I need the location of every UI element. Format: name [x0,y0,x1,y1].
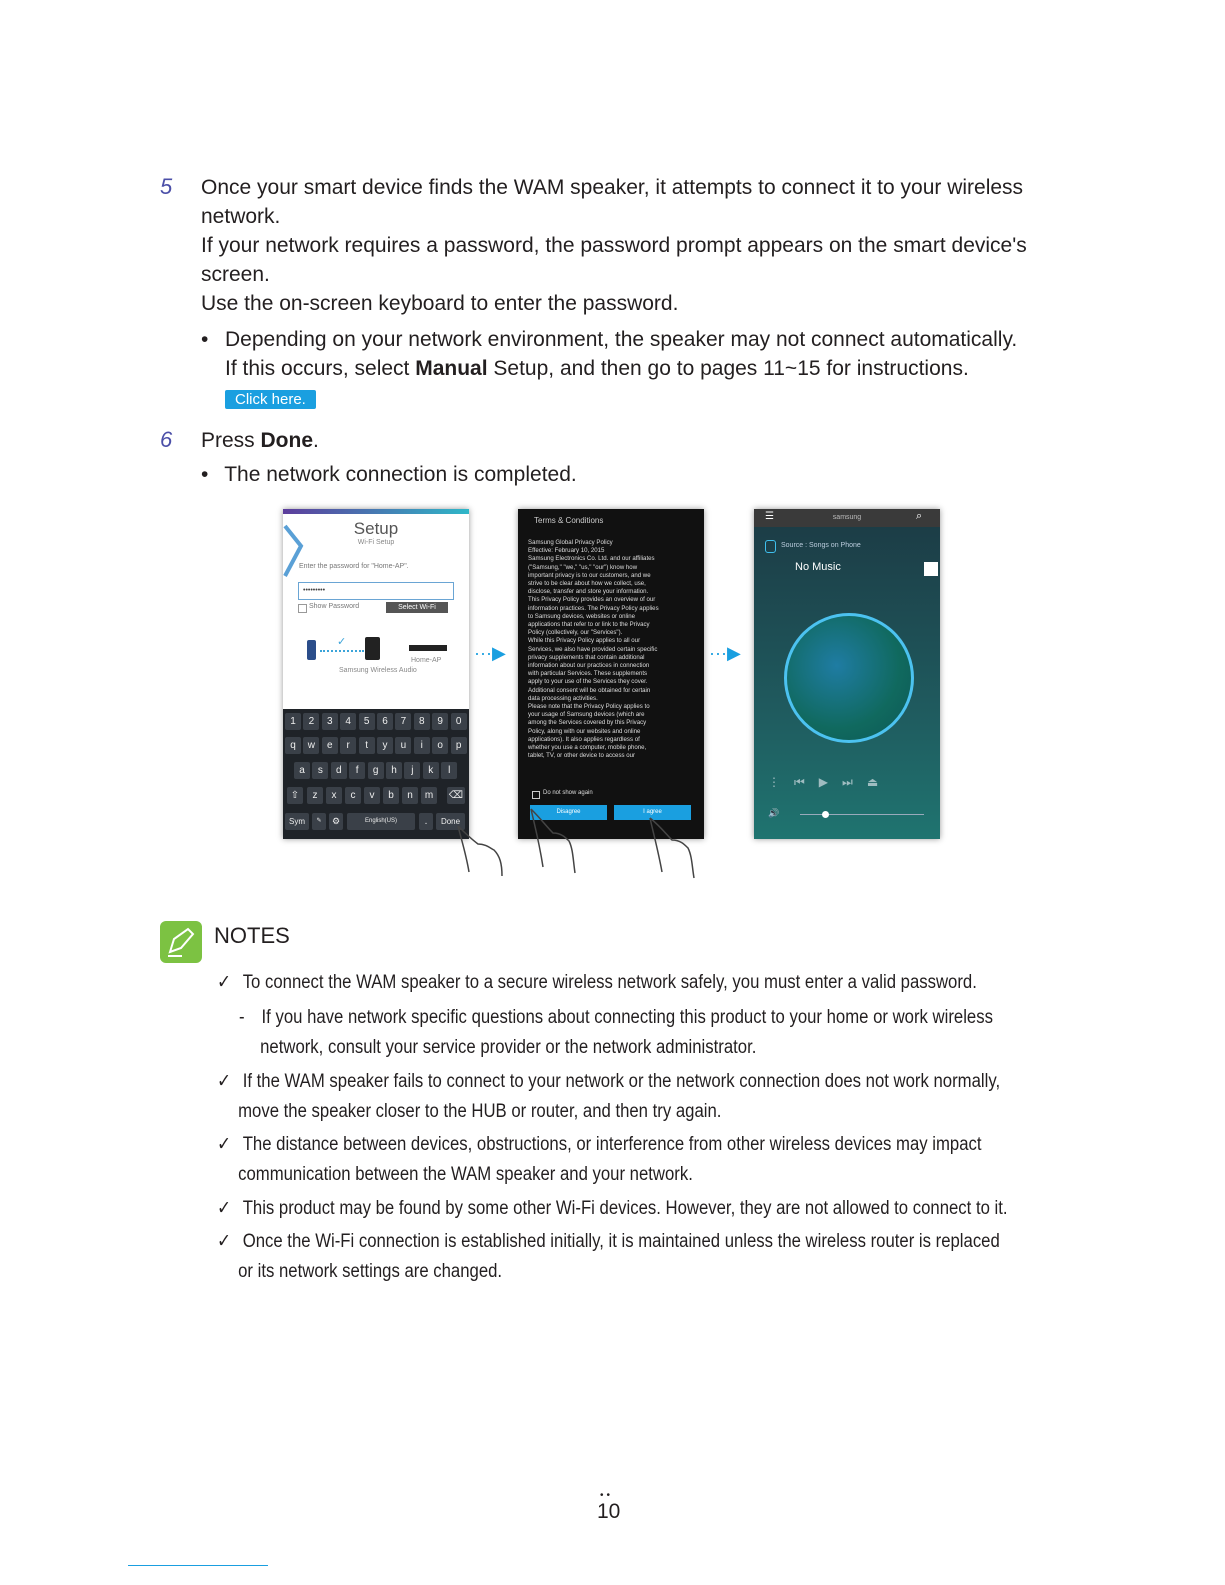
terms-line: While this Privacy Policy applies to all our [528,637,641,645]
key-p[interactable]: p [451,737,467,754]
header-strip [283,509,469,514]
key-l[interactable]: l [441,762,457,779]
terms-line: ("Samsung," "we," "us," "our") know how [528,563,638,571]
key-w[interactable]: w [303,737,319,754]
done-bold: Done [260,429,314,452]
speaker-label: Samsung Wireless Audio [339,667,417,674]
setup-title: Setup [353,519,399,538]
notes-heading: NOTES [214,923,290,948]
album-art-circle [784,613,914,743]
router-icon [409,645,447,651]
key-y[interactable]: y [377,737,393,754]
terms-line: information about our practices in connection [528,662,650,670]
connection-dots [320,650,364,652]
playback-controls[interactable]: ⋮⏮▶⏭⏏ [768,775,893,789]
setup-subtitle: Wi-Fi Setup [357,539,395,546]
password-prompt: Enter the password for "Home-AP". [299,563,409,570]
terms-line: privacy supplements that contain additional [528,653,645,661]
key-h[interactable]: h [386,762,402,779]
terms-line: apply to your use of the Services they cover. [528,678,648,686]
key-s[interactable]: s [312,762,328,779]
arrow-icon: ···▶ [474,643,506,663]
note-item: ✓ If the WAM speaker fails to connect to your network or the network connection does not work normally, move the speaker closer to the HUB or router, and then try again. [217,1071,1001,1122]
now-playing-title: No Music [795,561,841,573]
key-r[interactable]: r [340,737,356,754]
terms-line: Samsung Electronics Co. Ltd. and our affiliates [528,555,655,563]
bullet-dot: • [201,463,209,486]
terms-line: Effective: February 10, 2015 [528,547,605,555]
terms-line: to Samsung devices, websites or online [528,612,636,620]
step-5-line: Once your smart device finds the WAM speaker, it attempts to connect it to your wireless [201,176,1024,199]
key-c[interactable]: c [345,787,361,804]
tap-hand-icon [521,797,581,877]
page-number: 10 [597,1500,621,1523]
terms-line: This Privacy Policy provides an overview of our [528,596,656,604]
checkmark-icon: ✓ [217,1198,232,1219]
terms-line: applications that refer to or link to the Privacy [528,621,650,629]
step-5-line: If your network requires a password, the password prompt appears on the smart device's [201,234,1027,257]
key-7[interactable]: 7 [395,713,411,730]
key-a[interactable]: a [294,762,310,779]
step-6-bullet [201,460,577,489]
terms-line: applications). It also applies regardless of [528,735,640,743]
bullet-text: The network connection is completed. [224,463,577,486]
dash: - [239,1007,245,1028]
terms-line: Samsung Global Privacy Policy [528,539,613,546]
key-b[interactable]: b [383,787,399,804]
notes-icon [160,921,202,963]
step-5-line: network. [201,205,281,228]
terms-screenshot [518,509,704,839]
key-n[interactable]: n [402,787,418,804]
terms-line: among the Services covered by this Privacy [528,719,647,727]
key-q[interactable]: q [285,737,301,754]
manual-bold: Manual [415,357,488,380]
terms-line: disclose, transfer and store your information. [528,588,649,596]
terms-line: strive to be clear about how we collect, use, [528,580,646,588]
checkmark-icon: ✓ [217,1071,232,1092]
key-z[interactable]: z [307,787,323,804]
speaker-icon [365,637,380,660]
terms-line: Please note that the Privacy Policy applies to [528,703,650,711]
key-x[interactable]: x [326,787,342,804]
terms-line: tablet, TV, or other device to access our [528,752,636,760]
note-item: ✓ To connect the WAM speaker to a secure wireless network safely, you must enter a valid password. [217,972,977,993]
settings-icon[interactable]: ⚙ [329,813,343,830]
bullet-dot: • [201,328,209,351]
key-e[interactable]: e [322,737,338,754]
key-2[interactable]: 2 [303,713,319,730]
search-icon[interactable]: ⌕ [916,510,923,522]
volume-slider-thumb[interactable] [822,811,829,818]
click-here-link[interactable]: Click here. [225,390,316,409]
key-m[interactable]: m [421,787,437,804]
keyboard [283,709,469,839]
player-screenshot [754,509,940,839]
period-key[interactable]: . [419,813,433,830]
note-item: ✓ Once the Wi-Fi connection is established initially, it is maintained unless the wireless router is replaced or its network settings are changed. [217,1231,1000,1282]
key-d[interactable]: d [331,762,347,779]
volume-slider[interactable] [800,814,924,815]
key-0[interactable]: 0 [451,713,467,730]
done-key[interactable]: Done [436,813,465,830]
ap-label: Home-AP [411,657,442,664]
key-i[interactable]: i [414,737,430,754]
terms-line: your usage of Samsung devices (which are [528,711,645,719]
step-6-text: Press Done. [201,429,319,452]
select-wifi-button[interactable]: Select Wi-Fi [386,602,448,613]
space-key[interactable]: English(US) [347,813,415,830]
terms-line: Services, we also have provided certain specific [528,645,658,653]
do-not-show-label: Do not show again [543,790,593,796]
step-5-line: Use the on-screen keyboard to enter the password. [201,292,679,315]
terms-line: Additional consent will be obtained for certain [528,686,651,694]
terms-line: whether you use a computer, mobile phone, [528,744,647,752]
note-subitem: - If you have network specific questions about connecting this product to your home or work wireless network, consult your service provider or the network administrator. [239,1007,993,1058]
footer-rule [128,1565,268,1566]
step-5-line: screen. [201,263,270,286]
terms-body[interactable] [528,539,700,787]
handwriting-key[interactable]: ✎ [312,813,326,830]
terms-title: Terms & Conditions [534,516,604,525]
bullet-text: Depending on your network environment, the speaker may not connect automatically. [225,328,1018,351]
step-5-bullet [201,325,1018,380]
step-number: 6 [160,427,173,452]
backspace-key[interactable]: ⌫ [447,787,465,804]
key-o[interactable]: o [432,737,448,754]
password-input[interactable]: ••••••••• [298,582,454,600]
terms-line: data processing activities. [528,694,598,702]
checkmark-icon: ✓ [217,1231,232,1252]
disagree-button[interactable]: Disagree [530,805,607,820]
volume-icon: 🔊 [768,808,780,818]
terms-line: important privacy is to our customers, and we [528,571,651,579]
step-number: 5 [160,174,173,199]
show-password-checkbox[interactable] [298,604,307,613]
terms-line: information practices. The Privacy Policy applies [528,604,659,612]
key-4[interactable]: 4 [340,713,356,730]
menu-icon[interactable] [924,562,938,576]
phone-icon [307,640,316,660]
step-5-text [201,173,1027,318]
setup-screenshot [283,509,469,839]
show-password-label: Show Password [309,603,360,610]
speaker-list-icon[interactable]: ☰ [765,511,774,522]
sym-key[interactable]: Sym [285,813,309,830]
page-dots: •• [600,1490,614,1501]
note-item: ✓ The distance between devices, obstructions, or interference from other wireless devices may impact communication between the WAM speaker and your network. [217,1134,982,1185]
checkmark-icon: ✓ [217,1134,232,1155]
shift-key[interactable]: ⇧ [287,787,303,804]
agree-button[interactable]: I agree [614,805,691,820]
key-t[interactable]: t [359,737,375,754]
source-icon [765,540,776,553]
key-9[interactable]: 9 [432,713,448,730]
note-item: ✓ This product may be found by some other Wi-Fi devices. However, they are not allowed to connect to it. [217,1198,1008,1219]
key-g[interactable]: g [368,762,384,779]
bullet-text-line2: If this occurs, select Manual Setup, and then go to pages 11~15 for instructions. [225,357,969,380]
key-8[interactable]: 8 [414,713,430,730]
key-v[interactable]: v [364,787,380,804]
key-j[interactable]: j [404,762,420,779]
key-3[interactable]: 3 [322,713,338,730]
key-u[interactable]: u [395,737,411,754]
app-name: samsung [832,514,862,521]
key-k[interactable]: k [423,762,439,779]
key-f[interactable]: f [349,762,365,779]
terms-line: with particular Services. These supplements [528,670,648,678]
check-icon: ✓ [337,636,347,648]
terms-line: Policy (collectively, our "Services"). [528,629,623,637]
checkmark-icon: ✓ [217,972,232,993]
tap-hand-icon [454,820,514,880]
tap-hand-icon [642,810,702,880]
source-label[interactable]: Source : Songs on Phone [781,542,861,549]
key-1[interactable]: 1 [285,713,301,730]
terms-line: Policy, along with our websites and online [528,727,641,735]
key-5[interactable]: 5 [359,713,375,730]
key-6[interactable]: 6 [377,713,393,730]
arrow-icon: ···▶ [709,643,741,663]
